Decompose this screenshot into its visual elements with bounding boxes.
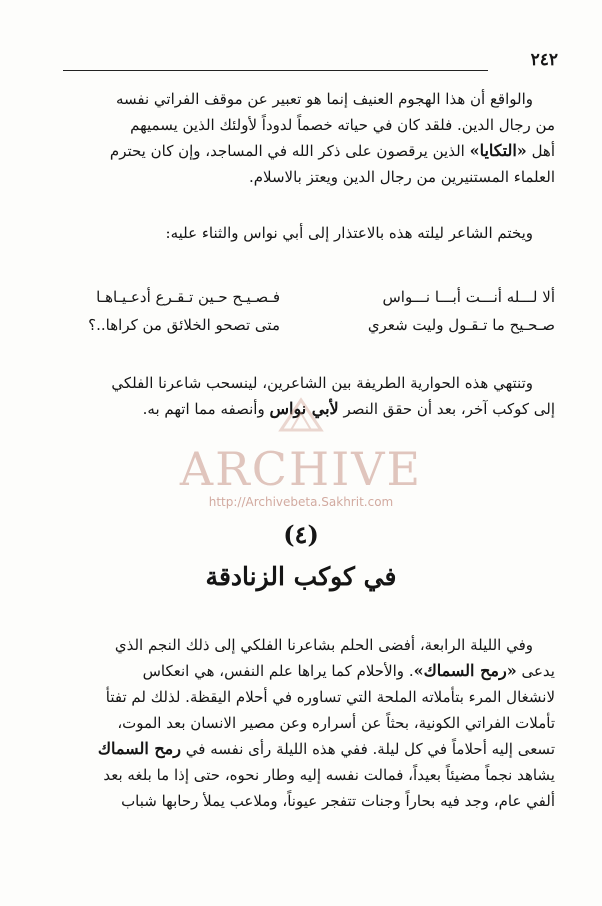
poem-verse-1-second-hemistich: فـصـيـح حـين تـقـرع أدعـيـاهـا — [96, 288, 280, 306]
section-number: (٤) — [283, 520, 319, 549]
watermark-archive: ARCHIVE — [179, 442, 423, 496]
paragraph-4 — [50, 632, 555, 814]
paragraph-1-line-4: العلماء المستنيرين من رجال الدين ويعتز بالاسلام. — [248, 168, 555, 186]
paragraph-3-line-1: وتنتهي هذه الحوارية الطريفة بين الشاعرين، لينسحب شاعرنا الفلكي — [111, 374, 533, 392]
abu-nuwas-name: لأبي نواس — [269, 399, 339, 418]
paragraph-1-line-2: من رجال الدين. فلقد كان في حياته خصماً لدوداً لأولئك الذين يسميهم — [130, 116, 555, 134]
paragraph-4-line-3: لانشغال المرء بتأملاته الملحة التي تساوره في أحلام اليقظة. لذلك لم تفتأ — [105, 688, 555, 706]
poem-verse-2-second-hemistich: متى تصحو الخلائق من كراها..؟ — [88, 316, 280, 334]
rumh-alsimak-term: «رمح السماك» — [413, 661, 517, 680]
paragraph-1-line-3-pre: أهل — [531, 142, 555, 160]
paragraph-4-line-4: تأملات الفراتي الكونية، بحثاً عن أسراره وعن مصير الانسان بعد الموت، — [117, 714, 555, 732]
poem-verse-1-first-hemistich: ألا لـــله أنـــت أبـــا نـــواس — [382, 288, 555, 306]
paragraph-4-line-5-pre: تسعى إليه أحلاماً في كل ليلة. ففي هذه الليلة رأى نفسه في — [185, 740, 555, 758]
paragraph-2 — [50, 220, 555, 246]
section-title: في كوكب الزنادقة — [205, 562, 397, 591]
poem-verse-2 — [50, 312, 555, 342]
paragraph-3-line-2-pre: إلى كوكب آخر، بعد أن حقق النصر — [343, 400, 555, 418]
paragraph-4-line-2-pre: يدعى — [521, 662, 555, 680]
paragraph-4-line-2-post: . والأحلام كما يراها علم النفس، هي انعكاس — [142, 662, 414, 680]
paragraph-4-line-1: وفي الليلة الرابعة، أفضى الحلم بشاعرنا الفلكي إلى ذلك النجم الذي — [114, 636, 533, 654]
watermark-url: http://Archivebeta.Sakhrit.com — [208, 495, 394, 509]
paragraph-4-line-6: يشاهد نجماً مضيئاً بعيداً، فمالت نفسه إليه وطار نحوه، حتى إذا ما بلغه بعد — [103, 766, 555, 784]
paragraph-4-line-7: ألفي عام، وجد فيه بحاراً وجنات تتفجر عيوناً، وملاعب يملأ رحابها شباب — [121, 792, 555, 810]
poem-verse-1 — [50, 284, 555, 314]
header-rule — [63, 70, 488, 71]
rumh-alsimak-term-2: رمح السماك — [97, 739, 181, 758]
poem-verse-2-first-hemistich: صـحـيح ما تـقـول وليت شعري — [367, 316, 555, 334]
paragraph-2-line: ويختم الشاعر ليلته هذه بالاعتذار إلى أبي نواس والثناء عليه: — [165, 224, 533, 242]
paragraph-4-line-5 — [50, 736, 555, 762]
page-number: ٢٤٢ — [530, 50, 558, 70]
paragraph-1-line-1: والواقع أن هذا الهجوم العنيف إنما هو تعبير عن موقف الفراتي نفسه — [115, 90, 533, 108]
paragraph-1-line-3-post: الذين يرقصون على ذكر الله في المساجد، وإن كان يحترم — [109, 142, 465, 160]
takaya-term: «التكايا» — [469, 141, 527, 160]
archive-logo-icon — [276, 395, 326, 435]
paragraph-1 — [50, 86, 555, 190]
paragraph-4-line-2 — [50, 658, 555, 684]
paragraph-3-line-2-post: وأنصفه مما اتهم به. — [142, 400, 265, 418]
paragraph-1-line-3 — [50, 138, 555, 164]
